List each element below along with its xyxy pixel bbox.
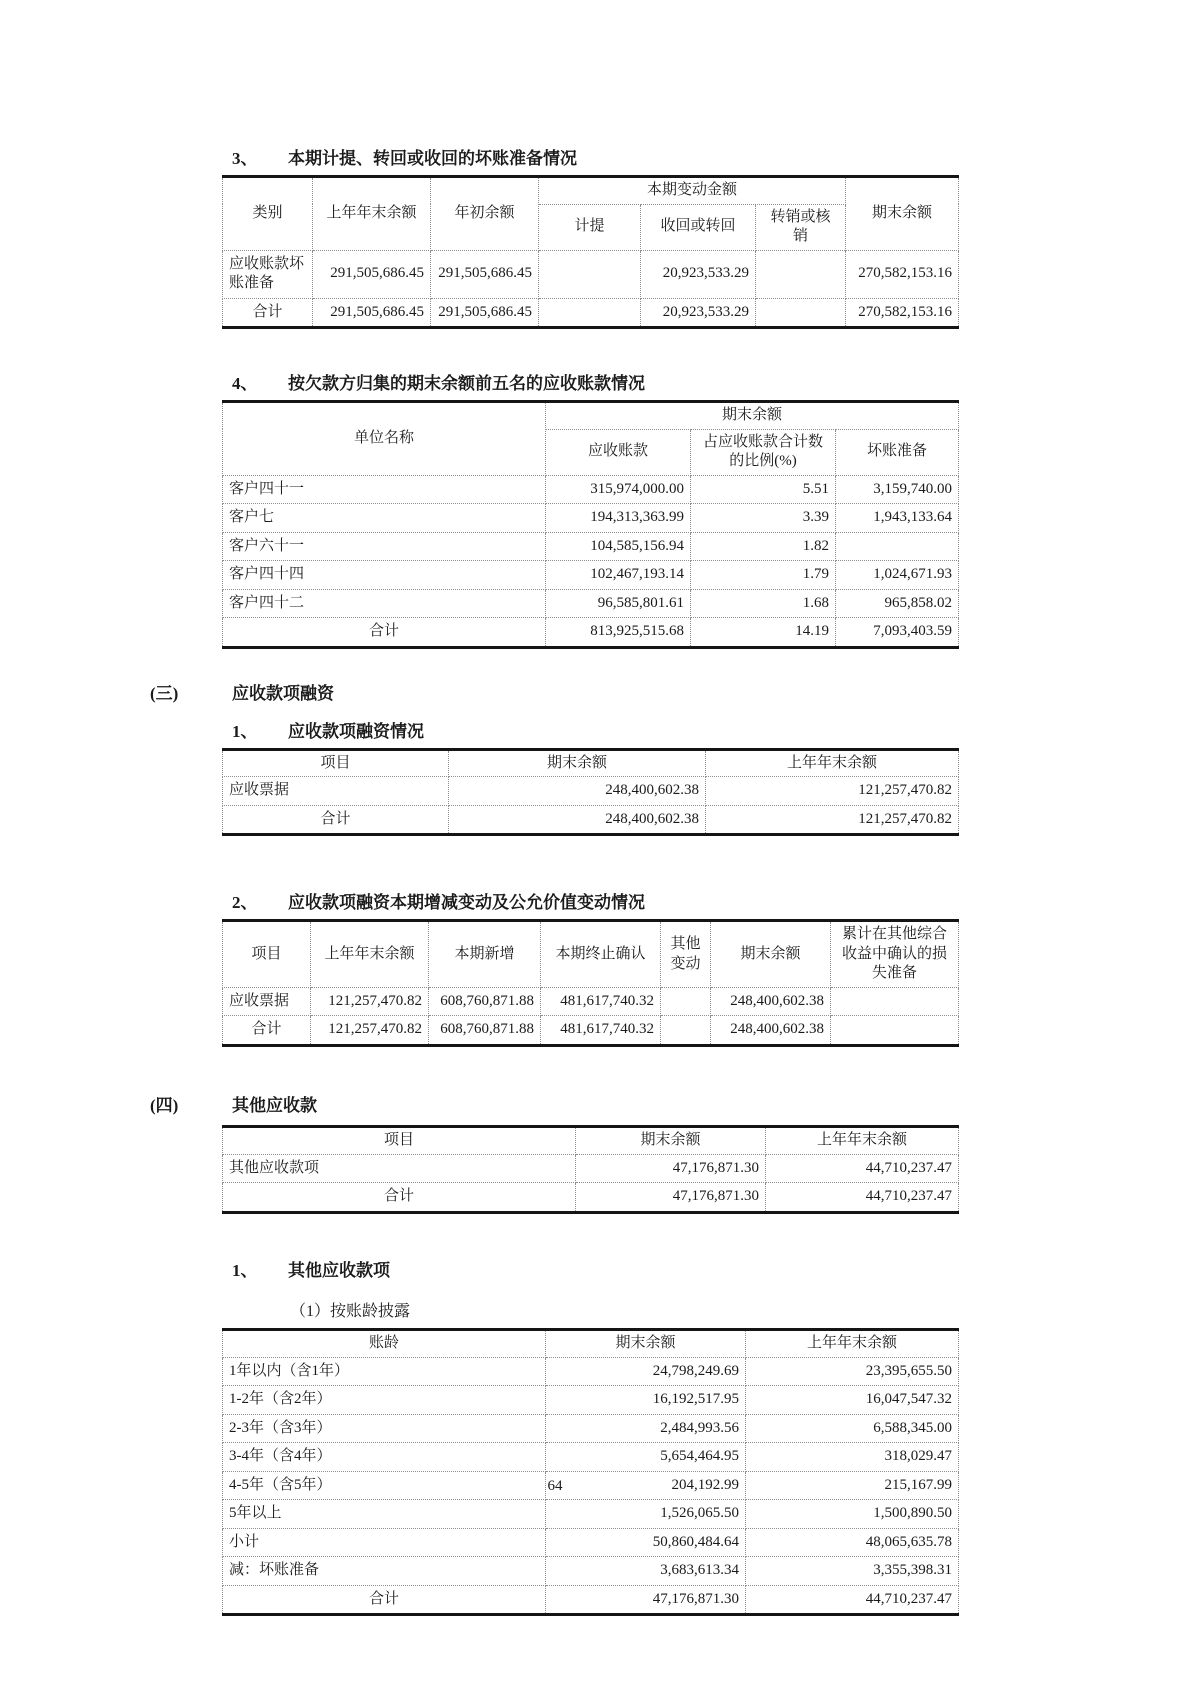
col-header-aging: 账龄 xyxy=(223,1330,546,1358)
table-cell: 其他应收款项 xyxy=(223,1154,576,1183)
table-cell: 813,925,515.68 xyxy=(546,618,691,648)
col-header-oci-loss: 累计在其他综合收益中确认的损失准备 xyxy=(831,921,959,988)
table-cell xyxy=(836,532,959,561)
col-header-period-end: 期末余额 xyxy=(449,749,706,777)
table-cell: 270,582,153.16 xyxy=(846,298,959,328)
heading-title: 其他应收款项 xyxy=(288,1260,390,1280)
heading-bad-debt-provision xyxy=(232,148,1058,170)
table-cell: 1,526,065.50 xyxy=(546,1500,746,1529)
table-header-row xyxy=(223,1127,959,1155)
table-row xyxy=(223,1183,959,1213)
table-cell: 16,192,517.95 xyxy=(546,1386,746,1415)
table-cell: 7,093,403.59 xyxy=(836,618,959,648)
table-header-row xyxy=(223,177,959,205)
col-header-category: 类别 xyxy=(223,177,313,251)
col-header-added: 本期新增 xyxy=(429,921,541,988)
table-header-row xyxy=(223,402,959,430)
table-cell xyxy=(539,298,641,328)
col-header-current-change: 本期变动金额 xyxy=(539,177,846,205)
table-cell: 481,617,740.32 xyxy=(541,1016,661,1046)
table-cell: 应收票据 xyxy=(223,987,311,1016)
table-cell: 291,505,686.45 xyxy=(431,298,539,328)
col-header-prev-year-end: 上年年末余额 xyxy=(311,921,429,988)
table-cell: 248,400,602.38 xyxy=(449,805,706,835)
table-cell: 44,710,237.47 xyxy=(766,1183,959,1213)
col-header-prev-year-end: 上年年末余额 xyxy=(706,749,959,777)
table-row xyxy=(223,1154,959,1183)
table-cell: 客户四十一 xyxy=(223,475,546,504)
table-row xyxy=(223,532,959,561)
table-cell: 1-2年（含2年） xyxy=(223,1386,546,1415)
table-row xyxy=(223,1528,959,1557)
col-header-ratio: 占应收账款合计数的比例(%) xyxy=(691,429,836,475)
table-cell: 3-4年（含4年） xyxy=(223,1443,546,1472)
table-cell: 2,484,993.56 xyxy=(546,1414,746,1443)
col-header-other-change: 其他变动 xyxy=(661,921,711,988)
table-cell: 客户六十一 xyxy=(223,532,546,561)
table-cell: 合计 xyxy=(223,1585,546,1615)
table-cell: 合计 xyxy=(223,618,546,648)
table-cell: 48,065,635.78 xyxy=(746,1528,959,1557)
table-cell: 481,617,740.32 xyxy=(541,987,661,1016)
table-row xyxy=(223,1443,959,1472)
table-cell: 47,176,871.30 xyxy=(546,1585,746,1615)
table-row xyxy=(223,1386,959,1415)
table-cell: 合计 xyxy=(223,805,449,835)
col-header-recover: 收回或转回 xyxy=(641,204,756,250)
col-header-period-end: 期末余额 xyxy=(846,177,959,251)
table-row xyxy=(223,504,959,533)
col-header-ar: 应收账款 xyxy=(546,429,691,475)
table-cell: 104,585,156.94 xyxy=(546,532,691,561)
table-row xyxy=(223,298,959,328)
table-cell: 1.79 xyxy=(691,561,836,590)
table-cell xyxy=(661,987,711,1016)
table-cell: 121,257,470.82 xyxy=(311,987,429,1016)
table-cell: 47,176,871.30 xyxy=(576,1154,766,1183)
heading-title: 应收款项融资本期增减变动及公允价值变动情况 xyxy=(288,893,645,913)
heading-title: 本期计提、转回或收回的坏账准备情况 xyxy=(288,149,577,168)
heading-financing-status xyxy=(232,721,1058,743)
col-header-derecognized: 本期终止确认 xyxy=(541,921,661,988)
heading-number: (四) xyxy=(150,1095,179,1115)
table-row xyxy=(223,618,959,648)
heading-number: 1、 xyxy=(232,721,258,741)
col-header-prev-year-end: 上年年末余额 xyxy=(313,177,431,251)
table-cell: 315,974,000.00 xyxy=(546,475,691,504)
table-cell: 客户四十二 xyxy=(223,589,546,618)
table-cell: 121,257,470.82 xyxy=(706,777,959,806)
col-header-unit: 单位名称 xyxy=(223,402,546,476)
table-cell: 96,585,801.61 xyxy=(546,589,691,618)
heading-number: (三) xyxy=(150,683,179,703)
aging-analysis-table xyxy=(222,1328,959,1616)
table-row xyxy=(223,805,959,835)
table-cell: 1,500,890.50 xyxy=(746,1500,959,1529)
col-header-item: 项目 xyxy=(223,749,449,777)
table-cell xyxy=(831,1016,959,1046)
table-cell: 5,654,464.95 xyxy=(546,1443,746,1472)
table-cell: 3,159,740.00 xyxy=(836,475,959,504)
table-row xyxy=(223,1357,959,1386)
table-cell: 2-3年（含3年） xyxy=(223,1414,546,1443)
table-cell: 6,588,345.00 xyxy=(746,1414,959,1443)
table-row xyxy=(223,777,959,806)
heading-other-receivables-item xyxy=(232,1260,1058,1282)
table-row xyxy=(223,1016,959,1046)
heading-receivables-financing xyxy=(150,683,1058,705)
table-cell: 3.39 xyxy=(691,504,836,533)
table-row xyxy=(223,987,959,1016)
table-cell: 3,683,613.34 xyxy=(546,1557,746,1586)
table-cell: 1,943,133.64 xyxy=(836,504,959,533)
table-cell: 应收账款坏账准备 xyxy=(223,250,313,298)
table-cell: 16,047,547.32 xyxy=(746,1386,959,1415)
table-row xyxy=(223,1557,959,1586)
table-cell: 50,860,484.64 xyxy=(546,1528,746,1557)
table-cell: 20,923,533.29 xyxy=(641,298,756,328)
table-cell: 121,257,470.82 xyxy=(706,805,959,835)
col-header-writeoff: 转销或核销 xyxy=(756,204,846,250)
table-cell: 4-5年（含5年） xyxy=(223,1471,546,1500)
heading-title: 应收款项融资情况 xyxy=(288,721,424,741)
table-cell: 965,858.02 xyxy=(836,589,959,618)
table-cell: 20,923,533.29 xyxy=(641,250,756,298)
table-cell: 291,505,686.45 xyxy=(313,250,431,298)
table-row xyxy=(223,1500,959,1529)
table-cell: 5.51 xyxy=(691,475,836,504)
document-body xyxy=(150,0,1058,1616)
table-header-row xyxy=(223,1330,959,1358)
col-header-period-end: 期末余额 xyxy=(546,402,959,430)
table-cell: 23,395,655.50 xyxy=(746,1357,959,1386)
bad-debt-provision-table xyxy=(222,175,959,329)
table-cell: 248,400,602.38 xyxy=(711,987,831,1016)
table-cell: 合计 xyxy=(223,1016,311,1046)
table-cell: 应收票据 xyxy=(223,777,449,806)
table-row xyxy=(223,589,959,618)
col-header-item: 项目 xyxy=(223,921,311,988)
table-cell: 3,355,398.31 xyxy=(746,1557,959,1586)
col-header-period-end: 期末余额 xyxy=(546,1330,746,1358)
col-header-item: 项目 xyxy=(223,1127,576,1155)
heading-aging-disclosure: （1）按账龄披露 xyxy=(290,1302,411,1320)
heading-number: 4、 xyxy=(232,374,258,394)
heading-title: 应收款项融资 xyxy=(232,683,334,703)
col-header-year-begin: 年初余额 xyxy=(431,177,539,251)
table-cell: 291,505,686.45 xyxy=(431,250,539,298)
col-header-bad-debt: 坏账准备 xyxy=(836,429,959,475)
table-cell: 1,024,671.93 xyxy=(836,561,959,590)
receivables-financing-table xyxy=(222,748,959,837)
table-cell: 1.82 xyxy=(691,532,836,561)
table-cell: 270,582,153.16 xyxy=(846,250,959,298)
table-cell: 小计 xyxy=(223,1528,546,1557)
heading-top-five-receivables xyxy=(232,373,1058,395)
table-cell: 合计 xyxy=(223,1183,576,1213)
table-cell xyxy=(756,298,846,328)
table-cell: 248,400,602.38 xyxy=(711,1016,831,1046)
financing-movement-table xyxy=(222,919,959,1047)
table-row xyxy=(223,475,959,504)
table-cell: 121,257,470.82 xyxy=(311,1016,429,1046)
table-cell xyxy=(539,250,641,298)
table-cell: 102,467,193.14 xyxy=(546,561,691,590)
table-cell: 291,505,686.45 xyxy=(313,298,431,328)
table-cell: 44,710,237.47 xyxy=(766,1154,959,1183)
table-cell xyxy=(831,987,959,1016)
table-cell: 318,029.47 xyxy=(746,1443,959,1472)
heading-number: 3、 xyxy=(232,149,258,168)
table-row xyxy=(223,1414,959,1443)
table-cell: 608,760,871.88 xyxy=(429,987,541,1016)
table-cell: 减：坏账准备 xyxy=(223,1557,546,1586)
table-cell: 合计 xyxy=(223,298,313,328)
col-header-period-end: 期末余额 xyxy=(711,921,831,988)
col-header-prev-year-end: 上年年末余额 xyxy=(766,1127,959,1155)
top-five-receivables-table xyxy=(222,400,959,649)
table-cell: 248,400,602.38 xyxy=(449,777,706,806)
heading-financing-movement xyxy=(232,892,1058,914)
table-cell: 1.68 xyxy=(691,589,836,618)
page-number: 64 xyxy=(547,1478,563,1494)
table-row xyxy=(223,250,959,298)
heading-title: 其他应收款 xyxy=(232,1095,317,1115)
table-header-row xyxy=(223,921,959,988)
heading-number: 1、 xyxy=(232,1260,258,1280)
table-cell: 194,313,363.99 xyxy=(546,504,691,533)
table-cell: 204,192.99 xyxy=(546,1471,746,1500)
table-row xyxy=(223,1585,959,1615)
other-receivables-table xyxy=(222,1125,959,1214)
table-cell: 47,176,871.30 xyxy=(576,1183,766,1213)
table-row xyxy=(223,561,959,590)
heading-other-receivables xyxy=(150,1095,1058,1117)
table-cell: 14.19 xyxy=(691,618,836,648)
table-cell: 客户四十四 xyxy=(223,561,546,590)
table-cell: 608,760,871.88 xyxy=(429,1016,541,1046)
table-cell: 24,798,249.69 xyxy=(546,1357,746,1386)
col-header-prev-year-end: 上年年末余额 xyxy=(746,1330,959,1358)
table-cell: 客户七 xyxy=(223,504,546,533)
table-cell xyxy=(756,250,846,298)
col-header-period-end: 期末余额 xyxy=(576,1127,766,1155)
table-header-row xyxy=(223,749,959,777)
table-cell: 5年以上 xyxy=(223,1500,546,1529)
heading-title: 按欠款方归集的期末余额前五名的应收账款情况 xyxy=(288,374,645,394)
table-cell: 215,167.99 xyxy=(746,1471,959,1500)
table-cell: 44,710,237.47 xyxy=(746,1585,959,1615)
col-header-accrual: 计提 xyxy=(539,204,641,250)
table-cell: 1年以内（含1年） xyxy=(223,1357,546,1386)
table-cell xyxy=(661,1016,711,1046)
heading-number: 2、 xyxy=(232,893,258,913)
